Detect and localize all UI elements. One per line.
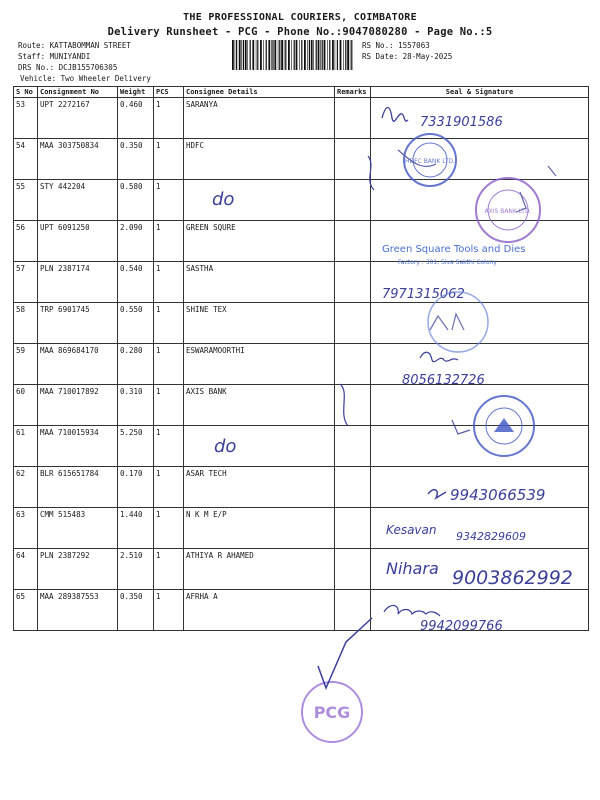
row-pcs: 1 bbox=[154, 426, 184, 467]
row-weight: 0.280 bbox=[118, 344, 154, 385]
row-pcs: 1 bbox=[154, 221, 184, 262]
ditto-mark: do bbox=[212, 189, 235, 210]
green-square-address: Factory : 301, Siva Sakthi Colony bbox=[398, 259, 497, 266]
row-sno: 63 bbox=[14, 508, 38, 549]
signature-name: Kesavan bbox=[386, 523, 437, 537]
signature-phone: 8056132726 bbox=[402, 373, 485, 388]
row-sno: 60 bbox=[14, 385, 38, 426]
row-sno: 56 bbox=[14, 221, 38, 262]
row-seal bbox=[371, 139, 589, 180]
row-sno: 53 bbox=[14, 98, 38, 139]
row-consignee: AXIS BANK bbox=[184, 385, 335, 426]
row-sno: 54 bbox=[14, 139, 38, 180]
row-sno: 58 bbox=[14, 303, 38, 344]
row-consignment: MAA 710017892 bbox=[38, 385, 118, 426]
row-seal bbox=[371, 467, 589, 508]
pcg-stamp bbox=[302, 682, 362, 742]
row-remarks bbox=[335, 180, 371, 221]
row-consignee: ASAR TECH bbox=[184, 467, 335, 508]
row-consignee: ATHIYA R AHAMED bbox=[184, 549, 335, 590]
row-consignment: MAA 289387553 bbox=[38, 590, 118, 631]
row-consignee: SASTHA bbox=[184, 262, 335, 303]
row-consignment: BLR 615651784 bbox=[38, 467, 118, 508]
row-weight: 0.550 bbox=[118, 303, 154, 344]
svg-text:PCG: PCG bbox=[313, 703, 351, 722]
row-remarks bbox=[335, 549, 371, 590]
row-remarks bbox=[335, 344, 371, 385]
row-weight: 0.460 bbox=[118, 98, 154, 139]
row-pcs: 1 bbox=[154, 262, 184, 303]
green-square-stamp: Green Square Tools and Dies bbox=[382, 244, 526, 255]
table-row bbox=[14, 508, 589, 549]
row-consignment: PLN 2387292 bbox=[38, 549, 118, 590]
col-remarks-header: Remarks bbox=[335, 87, 371, 98]
row-sno: 64 bbox=[14, 549, 38, 590]
row-pcs: 1 bbox=[154, 508, 184, 549]
row-weight: 0.580 bbox=[118, 180, 154, 221]
runsheet-subtitle: Delivery Runsheet - PCG - Phone No.:9047080280 - Page No.:5 bbox=[107, 26, 493, 38]
signature-phone: 7331901586 bbox=[420, 115, 503, 130]
row-consignee: SARANYA bbox=[184, 98, 335, 139]
row-consignment: MAA 303750834 bbox=[38, 139, 118, 180]
svg-text:AXIS BANK LTD.: AXIS BANK LTD. bbox=[484, 208, 532, 215]
row-consignment: UPT 6091250 bbox=[38, 221, 118, 262]
table-row bbox=[14, 426, 589, 467]
signature-phone: 9003862992 bbox=[452, 567, 573, 589]
table-row bbox=[14, 98, 589, 139]
row-sno: 65 bbox=[14, 590, 38, 631]
table-row bbox=[14, 385, 589, 426]
col-seal-header: Seal & Signature bbox=[371, 87, 589, 98]
row-pcs: 1 bbox=[154, 303, 184, 344]
row-sno: 57 bbox=[14, 262, 38, 303]
row-pcs: 1 bbox=[154, 98, 184, 139]
row-weight: 0.310 bbox=[118, 385, 154, 426]
col-pcs-header: PCS bbox=[154, 87, 184, 98]
table-row bbox=[14, 139, 589, 180]
row-weight: 1.440 bbox=[118, 508, 154, 549]
row-weight: 2.090 bbox=[118, 221, 154, 262]
row-seal bbox=[371, 385, 589, 426]
row-consignment: CMM 515483 bbox=[38, 508, 118, 549]
row-weight: 0.540 bbox=[118, 262, 154, 303]
row-weight: 0.350 bbox=[118, 590, 154, 631]
row-remarks bbox=[335, 426, 371, 467]
vehicle-text: Vehicle: Two Wheeler Delivery bbox=[20, 74, 151, 83]
row-consignee bbox=[184, 180, 335, 221]
row-pcs: 1 bbox=[154, 344, 184, 385]
row-pcs: 1 bbox=[154, 549, 184, 590]
col-consignee-header: Consignee Details bbox=[184, 87, 335, 98]
row-remarks bbox=[335, 98, 371, 139]
row-consignee: GREEN SQURE bbox=[184, 221, 335, 262]
ditto-mark: do bbox=[214, 436, 237, 457]
table-row bbox=[14, 344, 589, 385]
col-consignment-header: Consignment No bbox=[38, 87, 118, 98]
rs-date: RS Date: 28-May-2025 bbox=[362, 52, 453, 61]
table-row bbox=[14, 262, 589, 303]
row-seal bbox=[371, 180, 589, 221]
row-consignee: ESWARAMOORTHI bbox=[184, 344, 335, 385]
signature-phone: 9943066539 bbox=[450, 486, 546, 504]
row-pcs: 1 bbox=[154, 385, 184, 426]
row-pcs: 1 bbox=[154, 590, 184, 631]
row-weight: 2.510 bbox=[118, 549, 154, 590]
row-remarks bbox=[335, 467, 371, 508]
row-pcs: 1 bbox=[154, 467, 184, 508]
row-consignment: MAA 869684170 bbox=[38, 344, 118, 385]
table-row bbox=[14, 590, 589, 631]
svg-text:HDFC BANK LTD.: HDFC BANK LTD. bbox=[405, 158, 455, 165]
row-seal bbox=[371, 303, 589, 344]
row-consignee: SHINE TEX bbox=[184, 303, 335, 344]
row-remarks bbox=[335, 303, 371, 344]
row-consignee bbox=[184, 426, 335, 467]
row-consignment: UPT 2272167 bbox=[38, 98, 118, 139]
route-text: Route: KATTABOMMAN STREET bbox=[18, 41, 131, 50]
row-pcs: 1 bbox=[154, 180, 184, 221]
drs-number: DRS No.: DCJB155706305 bbox=[18, 63, 118, 72]
signature-phone: 9942099766 bbox=[420, 619, 503, 634]
row-remarks bbox=[335, 385, 371, 426]
table-row bbox=[14, 221, 589, 262]
row-weight: 0.170 bbox=[118, 467, 154, 508]
staff-text: Staff: MUNIYANDI bbox=[18, 52, 91, 61]
row-consignee: N K M E/P bbox=[184, 508, 335, 549]
company-title: THE PROFESSIONAL COURIERS, COIMBATORE bbox=[183, 12, 417, 23]
signature-name: Nihara bbox=[386, 559, 439, 578]
row-consignment: MAA 710015934 bbox=[38, 426, 118, 467]
row-seal bbox=[371, 98, 589, 139]
table-row bbox=[14, 549, 589, 590]
table-header-row bbox=[14, 87, 589, 98]
row-sno: 59 bbox=[14, 344, 38, 385]
signature-phone: 9342829609 bbox=[456, 530, 526, 543]
signature-phone: 7971315062 bbox=[382, 287, 465, 302]
row-remarks bbox=[335, 139, 371, 180]
row-consignee: HDFC bbox=[184, 139, 335, 180]
row-remarks bbox=[335, 508, 371, 549]
row-remarks bbox=[335, 221, 371, 262]
col-weight-header: Weight bbox=[118, 87, 154, 98]
rs-number: RS No.: 1557063 bbox=[362, 41, 430, 50]
row-remarks bbox=[335, 262, 371, 303]
row-consignee: AFRHA A bbox=[184, 590, 335, 631]
row-remarks bbox=[335, 590, 371, 631]
table-row bbox=[14, 303, 589, 344]
table-row bbox=[14, 180, 589, 221]
col-sno-header: S No bbox=[14, 87, 38, 98]
barcode-image bbox=[232, 40, 354, 70]
row-sno: 55 bbox=[14, 180, 38, 221]
row-weight: 5.250 bbox=[118, 426, 154, 467]
row-seal bbox=[371, 590, 589, 631]
row-consignment: PLN 2387174 bbox=[38, 262, 118, 303]
row-weight: 0.350 bbox=[118, 139, 154, 180]
row-seal bbox=[371, 549, 589, 590]
row-seal bbox=[371, 426, 589, 467]
row-seal bbox=[371, 262, 589, 303]
row-seal bbox=[371, 221, 589, 262]
row-pcs: 1 bbox=[154, 139, 184, 180]
runsheet-table bbox=[13, 86, 589, 631]
row-consignment: TRP 6901745 bbox=[38, 303, 118, 344]
row-seal bbox=[371, 508, 589, 549]
row-seal bbox=[371, 344, 589, 385]
row-consignment: STY 442204 bbox=[38, 180, 118, 221]
row-sno: 61 bbox=[14, 426, 38, 467]
row-sno: 62 bbox=[14, 467, 38, 508]
table-row bbox=[14, 467, 589, 508]
